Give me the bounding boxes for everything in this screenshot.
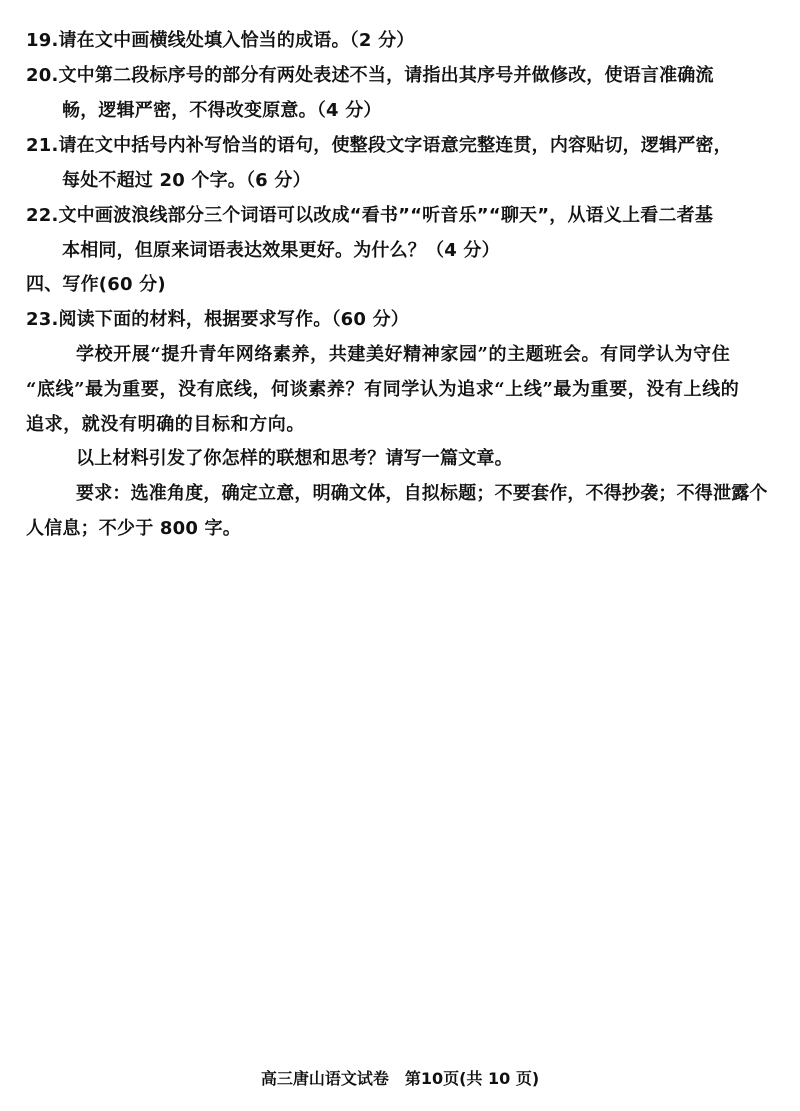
question-21-line-2: 每处不超过 20 个字。（6 分） — [62, 170, 311, 191]
question-22-line-2: 本相同，但原来词语表达效果更好。为什么？（4 分） — [62, 240, 500, 261]
question-23: 23.阅读下面的材料，根据要求写作。（60 分） — [26, 309, 410, 330]
material-line-2: “底线”最为重要，没有底线，何谈素养？有同学认为追求“上线”最为重要，没有上线的 — [26, 379, 740, 400]
question-20-line-2: 畅，逻辑严密，不得改变原意。（4 分） — [62, 100, 382, 121]
page-footer: 高三唐山语文试卷 第10页(共 10 页) — [260, 1069, 540, 1088]
requirements-line-1: 要求：选准角度，确定立意，明确文体，自拟标题；不要套作，不得抄袭；不得泄露个 — [76, 483, 768, 504]
question-22-line-1: 22.文中画波浪线部分三个词语可以改成“看书”“听音乐”“聊天”，从语义上看二者基 — [26, 205, 714, 226]
question-20-line-1: 20.文中第二段标序号的部分有两处表述不当，请指出其序号并做修改，使语言准确流 — [26, 65, 714, 86]
question-21-line-1: 21.请在文中括号内补写恰当的语句，使整段文字语意完整连贯，内容贴切，逻辑严密， — [26, 135, 732, 156]
material-line-1: 学校开展“提升青年网络素养，共建美好精神家园”的主题班会。有同学认为守住 — [76, 344, 731, 365]
section-title-writing: 四、写作(60 分) — [26, 274, 166, 295]
material-line-3: 追求，就没有明确的目标和方向。 — [26, 414, 305, 435]
writing-prompt: 以上材料引发了你怎样的联想和思考？请写一篇文章。 — [76, 448, 513, 469]
requirements-line-2: 人信息；不少于 800 字。 — [26, 518, 241, 539]
question-19: 19.请在文中画横线处填入恰当的成语。（2 分） — [26, 30, 415, 51]
